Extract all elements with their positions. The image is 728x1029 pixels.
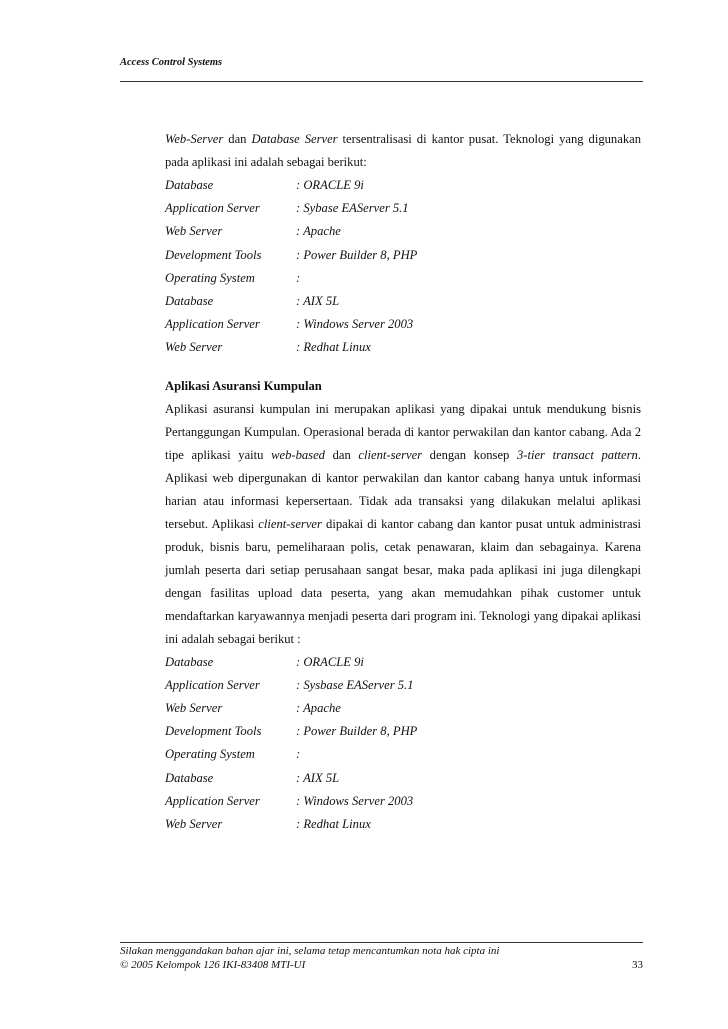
spec-key: Web Server: [165, 817, 223, 832]
spec-key: Database: [165, 178, 214, 192]
spec-row: [165, 220, 641, 243]
spec-value: : Redhat Linux: [296, 817, 371, 832]
spec-key: Operating System: [165, 270, 255, 285]
spec-key: Database: [165, 770, 214, 785]
copyright-line: © 2005 Kelompok 126 IKI-83408 MTI-UI: [120, 959, 306, 971]
spec-row: [165, 290, 641, 313]
spec-value: :: [296, 270, 301, 285]
intro-paragraph: [165, 128, 641, 174]
spec-key: Web Server: [165, 224, 223, 239]
spec-value: : Windows Server 2003: [296, 317, 414, 332]
term-client-server-2: client-server: [258, 516, 322, 531]
spec-row: [165, 743, 641, 766]
spec-key: Application Server: [165, 793, 260, 808]
term-client-server: client-server: [358, 447, 423, 462]
page-content: [165, 128, 641, 836]
spec-key: Database: [165, 654, 214, 669]
spec-row: [165, 674, 641, 697]
spec-row: [165, 697, 641, 720]
spec-row: [165, 267, 641, 290]
spec-value: : Redhat Linux: [296, 340, 371, 355]
section-paragraph: [165, 398, 641, 651]
spec-row: [165, 197, 641, 220]
spec-row: [165, 174, 641, 197]
spec-row: [165, 313, 641, 336]
intro-text-2: tersentralisasi di kantor pusat. Teknologi yang digunakan pada aplikasi ini adalah sebagai berikut:: [165, 132, 641, 169]
spec-key: Database: [165, 294, 214, 309]
page-number: 33: [632, 959, 643, 971]
spec-row: [165, 813, 641, 836]
intro-term-database-server: Database Server: [251, 132, 338, 146]
spec-row: [165, 244, 641, 267]
spec-key: Development Tools: [165, 724, 262, 739]
spec-row: [165, 651, 641, 674]
spec-key: Operating System: [165, 747, 255, 762]
spec-value: : Sysbase EAServer 5.1: [296, 677, 414, 692]
spec-row: [165, 720, 641, 743]
spec-value: : Sybase EAServer 5.1: [296, 201, 409, 216]
intro-text-1: dan: [223, 132, 252, 146]
spec-value: : Power Builder 8, PHP: [296, 247, 418, 262]
spec-row: [165, 767, 641, 790]
section-text-5: dipakai di kantor cabang dan kantor pusat untuk administrasi produk, bisnis baru, pemeliharaan polis, cetak penawaran, klaim dan sebagainya. Karena jumlah peserta dari setiap perusahaan sangat besar, maka pada aplikasi ini juga dilengkapi dengan fasilitas upload data peserta, yang akan memudahkan pihak customer untuk mendaftarkan karyawannya menjadi peserta dari program ini. Teknologi yang dipakai aplikasi ini adalah sebagai berikut :: [165, 516, 641, 646]
section-heading: Aplikasi Asuransi Kumpulan: [165, 378, 322, 393]
spec-key: Application Server: [165, 201, 260, 216]
tech-spec-list-1: [165, 174, 641, 360]
section-text-4: . Aplikasi web dipergunakan di kantor perwakilan dan kantor cabang hanya untuk informasi harian atau informasi kepersertaan. Tidak ada transaksi yang dilakukan melalui aplikasi tersebut. Aplikasi: [165, 447, 642, 531]
running-header: Access Control Systems: [120, 57, 223, 68]
section-text-1: Aplikasi asuransi kumpulan ini merupakan aplikasi yang dipakai untuk mendukung bisnis Pertanggungan Kumpulan. Operasional berada di kantor perwakilan dan kantor cabang. Ada 2 tipe aplikasi yaitu: [165, 401, 641, 462]
term-3-tier: 3-tier transact pattern: [516, 447, 638, 462]
intro-term-web-server: Web-Server: [165, 132, 224, 146]
spec-value: : ORACLE 9i: [296, 178, 364, 192]
section-text-3: dengan konsep: [422, 447, 517, 462]
spec-value: : ORACLE 9i: [296, 654, 364, 669]
header-divider: [120, 81, 643, 82]
spec-key: Web Server: [165, 701, 223, 716]
spec-value: : AIX 5L: [296, 770, 340, 785]
spec-row: [165, 336, 641, 359]
spec-key: Application Server: [165, 677, 260, 692]
spec-value: : Power Builder 8, PHP: [296, 724, 418, 739]
spec-value: : Apache: [296, 224, 341, 239]
spec-key: Development Tools: [165, 247, 262, 262]
footer-divider: [120, 942, 643, 943]
section-text-2: dan: [324, 447, 359, 462]
spec-key: Application Server: [165, 317, 260, 332]
spec-value: :: [296, 747, 301, 762]
spec-value: : AIX 5L: [296, 294, 340, 309]
spec-row: [165, 790, 641, 813]
copyright-notice: Silakan menggandakan bahan ajar ini, selama tetap mencantumkan nota hak cipta ini: [120, 945, 500, 957]
tech-spec-list-2: [165, 651, 641, 837]
spec-value: : Windows Server 2003: [296, 793, 414, 808]
term-web-based: web-based: [271, 447, 325, 462]
spec-value: : Apache: [296, 701, 341, 716]
spec-key: Web Server: [165, 340, 223, 355]
